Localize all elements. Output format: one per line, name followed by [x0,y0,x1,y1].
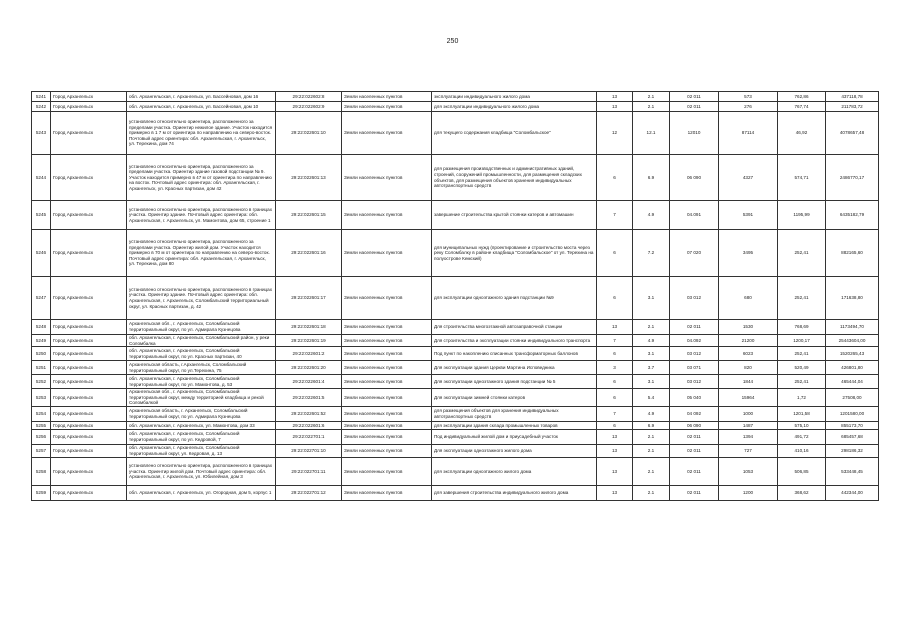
land-category-cell: Земли населенных пунктов [342,347,432,361]
classifier-code-cell: 03 071 [670,361,719,375]
row-number: 5250 [32,347,51,361]
address-cell: установлено относительно ориентира, расположенного за пределами участка. Ориентир жилой дом. Участок находится примерно в 70 м от ориентира по направлению на северо-восток. Почтовый адрес ориентира: обл. Архангельская, г. Архангельск, ул. Терехина, дом 80 [127,230,276,277]
permitted-use-cell: для эксплуатации одноэтажного жилого дома [432,457,597,485]
use-group-cell: 12 [597,112,633,155]
permitted-use-cell: эксплуатации индивидуального жилого дома [432,92,597,102]
specific-value-cell: 767,74 [778,102,826,112]
page-number: 250 [446,38,459,45]
cadastral-value-cell: 533448,45 [826,457,879,485]
municipality-cell: Город Архангельск [51,429,127,444]
row-number: 5242 [32,102,51,112]
municipality-cell: Город Архангельск [51,485,127,500]
rate-code-cell: 3.1 [633,277,670,320]
row-number: 5255 [32,421,51,429]
cadastral-value-cell: 855173,70 [826,421,879,429]
use-group-cell: 6 [597,230,633,277]
row-number: 5258 [32,457,51,485]
cadastral-number-cell: 29:22:022602:8 [276,92,342,102]
table-row [32,92,879,102]
address-cell: установлено относительно ориентира, расположенного в границах участка. Ориентир здание. Почтовый адрес ориентира: обл. Архангельская, г. Архангельск, ул. Мамонтова, дом 65, строение 1 [127,201,276,230]
cadastral-value-cell: 27508,00 [826,389,879,407]
row-number: 5249 [32,335,51,347]
rate-code-cell: 6.9 [633,421,670,429]
area-cell: 276 [719,102,778,112]
cadastral-value-cell: 442344,00 [826,485,879,500]
address-cell: Архангельская обл., г. Архангельск, Соломбальский территориальный округ, по ул. Адмирала Кузнецова [127,320,276,335]
rate-code-cell: 2.1 [633,485,670,500]
cadastral-value-cell: 2486770,17 [826,155,879,201]
use-group-cell: 13 [597,102,633,112]
classifier-code-cell: 04.092 [670,335,719,347]
area-cell: 6023 [719,347,778,361]
land-category-cell: Земли населенных пунктов [342,230,432,277]
table-row [32,485,879,500]
land-category-cell: Земли населенных пунктов [342,155,432,201]
classifier-code-cell: 02 011 [670,320,719,335]
land-category-cell: Земли населенных пунктов [342,320,432,335]
cadastral-value-cell: 437118,78 [826,92,879,102]
table-row [32,335,879,347]
cadastral-number-cell: 29:22:022601:13 [276,155,342,201]
specific-value-cell: 252,41 [778,277,826,320]
municipality-cell: Город Архангельск [51,230,127,277]
table-row [32,375,879,389]
municipality-cell: Город Архангельск [51,102,127,112]
address-cell: установлено относительно ориентира, расположенного в границах участка. Ориентир жилой дом. Почтовый адрес ориентира: обл. Архангельская, г. Архангельск, ул. Юбилейная, дом 3 [127,457,276,485]
address-cell: обл. Архангельская, г. Архангельск, Соломбальский территориальный округ, по ул. Мамонтова, д. 53 [127,375,276,389]
permitted-use-cell: завершение строительства крытой стоянки катеров и автомашин [432,201,597,230]
row-number: 5244 [32,155,51,201]
classifier-code-cell: 05 040 [670,389,719,407]
municipality-cell: Город Архангельск [51,406,127,421]
row-number: 5256 [32,429,51,444]
classifier-code-cell: 02 011 [670,457,719,485]
land-category-cell: Земли населенных пунктов [342,335,432,347]
classifier-code-cell: 04.091 [670,201,719,230]
area-cell: 680 [719,277,778,320]
cadastral-number-cell: 29:22:022602:9 [276,102,342,112]
address-cell: обл. Архангельская, г. Архангельск, Соломбальский территориальный округ, ул. Кедровая, д. 13 [127,444,276,457]
specific-value-cell: 252,41 [778,230,826,277]
classifier-code-cell: 06 090 [670,421,719,429]
municipality-cell: Город Архангельск [51,421,127,429]
cadastral-number-cell: 29:22:022601:5 [276,389,342,407]
area-cell: 1394 [719,429,778,444]
table-row [32,389,879,407]
rate-code-cell: 7.2 [633,230,670,277]
cadastral-number-cell: 29:22:022601:52 [276,406,342,421]
rate-code-cell: 5.4 [633,389,670,407]
area-cell: 15964 [719,389,778,407]
land-category-cell: Земли населенных пунктов [342,102,432,112]
address-cell: обл. Архангельская, г. Архангельск, Соломбальский район, у реки Соломбалка [127,335,276,347]
table-row [32,201,879,230]
address-cell: обл. Архангельская, г. Архангельск, ул. Мамонтова, дом 33 [127,421,276,429]
address-cell: обл. Архангельская, г. Архангельск, Соломбальский территориальный округ, по ул. Кедровой, 7 [127,429,276,444]
address-cell: Архангельская обл., г. Архангельск, Соломбальский территориальный округ, между территорией кладбища и рекой Соломбалкой [127,389,276,407]
specific-value-cell: 1201,58 [778,406,826,421]
use-group-cell: 6 [597,155,633,201]
rate-code-cell: 4.9 [633,406,670,421]
land-category-cell: Земли населенных пунктов [342,406,432,421]
specific-value-cell: 252,41 [778,347,826,361]
area-cell: 1000 [719,406,778,421]
use-group-cell: 7 [597,335,633,347]
cadastral-number-cell: 29:22:022601:16 [276,230,342,277]
rate-code-cell: 3.7 [633,361,670,375]
permitted-use-cell: Для эксплуатации одноэтажного здания подстанции № 5 [432,375,597,389]
municipality-cell: Город Архангельск [51,335,127,347]
classifier-code-cell: 03 012 [670,347,719,361]
cadastral-value-cell: 4078657,48 [826,112,879,155]
land-category-cell: Земли населенных пунктов [342,112,432,155]
land-category-cell: Земли населенных пунктов [342,92,432,102]
permitted-use-cell: для завершения строительства индивидуального жилого дома [432,485,597,500]
classifier-code-cell: 02 011 [670,429,719,444]
table-row [32,347,879,361]
permitted-use-cell: для размещения производственных и административных зданий, строений, сооружений промышленности, для размещения складских объектов, для размещения объектов хранения индивидуальных автотранспортных средств [432,155,597,201]
rate-code-cell: 4.9 [633,201,670,230]
row-number: 5248 [32,320,51,335]
classifier-code-cell: 06 090 [670,155,719,201]
permitted-use-cell: для муниципальных нужд (проектирование и строительство моста через реку Соломбалку в районе кладбища "Соломбальское" от ул. Терехина на полуострове Кемский) [432,230,597,277]
area-cell: 573 [719,92,778,102]
classifier-code-cell: 03 012 [670,277,719,320]
use-group-cell: 6 [597,421,633,429]
address-cell: установлено относительно ориентира, расположенного в границах участка. Ориентир здание. Почтовый адрес ориентира: обл. Архангельская, г. Архангельск, Соломбальский территориальный округ, ул. Красных партизан, д. 42 [127,277,276,320]
specific-value-cell: 1,72 [778,389,826,407]
area-cell: 1487 [719,421,778,429]
specific-value-cell: 574,71 [778,155,826,201]
land-category-cell: Земли населенных пунктов [342,444,432,457]
land-category-cell: Земли населенных пунктов [342,389,432,407]
permitted-use-cell: Для эксплуатации здания Церкви Мартина Исповедника [432,361,597,375]
land-register-table [31,91,879,501]
area-cell: 87114 [719,112,778,155]
row-number: 5241 [32,92,51,102]
row-number: 5246 [32,230,51,277]
specific-value-cell: 410,16 [778,444,826,457]
address-cell: обл. Архангельская, г. Архангельск, ул. Огородная, дом 5, корпус 1 [127,485,276,500]
rate-code-cell: 2.1 [633,429,670,444]
rate-code-cell: 6.9 [633,155,670,201]
cadastral-value-cell: 171638,80 [826,277,879,320]
table-row [32,457,879,485]
row-number: 5252 [32,375,51,389]
table-row [32,361,879,375]
use-group-cell: 13 [597,485,633,500]
specific-value-cell: 506,85 [778,457,826,485]
cadastral-number-cell: 29:22:022601:4 [276,375,342,389]
row-number: 5253 [32,389,51,407]
permitted-use-cell: Для строительства многоэтажной автозаправочной станции [432,320,597,335]
municipality-cell: Город Архангельск [51,277,127,320]
area-cell: 3495 [719,230,778,277]
classifier-code-cell: 04 092 [670,406,719,421]
permitted-use-cell: Для строительства и эксплуатации стоянки индивидуального транспорта [432,335,597,347]
row-number: 5243 [32,112,51,155]
cadastral-number-cell: 29:22:022701:1 [276,429,342,444]
municipality-cell: Город Архангельск [51,155,127,201]
land-category-cell: Земли населенных пунктов [342,421,432,429]
address-cell: Архангельская область, г.Архангельск, Соломбальский территориальный округ, по ул.Терехина, 75 [127,361,276,375]
land-category-cell: Земли населенных пунктов [342,201,432,230]
permitted-use-cell: Для эксплуатации одноэтажного жилого дома [432,444,597,457]
cadastral-number-cell: 29:22:022701:11 [276,457,342,485]
permitted-use-cell: Для эксплуатации зимней стоянки катеров [432,389,597,407]
rate-code-cell: 2.1 [633,444,670,457]
land-category-cell: Земли населенных пунктов [342,361,432,375]
permitted-use-cell: для эксплуатации индивидуального жилого дома [432,102,597,112]
specific-value-cell: 575,10 [778,421,826,429]
address-cell: установлено относительно ориентира, расположенного за пределами участка. Ориентир нежилое здание. Участок находится примерно в 1 7 м от ориентира по направлению на северо-восток. Почтовый адрес ориентира: обл. Архангельская, г. Архангельск, ул. Терехина, дом 74 [127,112,276,155]
use-group-cell: 6 [597,389,633,407]
address-cell: обл. Архангельская, г. Архангельск, ул. Бассейновая, дом 16 [127,92,276,102]
table-row [32,277,879,320]
rate-code-cell: 2.1 [633,102,670,112]
cadastral-value-cell: 298186,32 [826,444,879,457]
row-number: 5257 [32,444,51,457]
cadastral-number-cell: 29:22:022601:20 [276,361,342,375]
cadastral-value-cell: 1173494,70 [826,320,879,335]
cadastral-value-cell: 211783,72 [826,102,879,112]
rate-code-cell: 12.1 [633,112,670,155]
cadastral-number-cell: 29:22:022601:10 [276,112,342,155]
specific-value-cell: 368,62 [778,485,826,500]
table-row [32,429,879,444]
cadastral-value-cell: 685457,68 [826,429,879,444]
row-number: 5254 [32,406,51,421]
permitted-use-cell: Под пункт по накоплению списанных трансформаторных баллонов [432,347,597,361]
permitted-use-cell: для текущего содержания кладбища "Соломбальское" [432,112,597,155]
use-group-cell: 7 [597,201,633,230]
land-category-cell: Земли населенных пунктов [342,429,432,444]
specific-value-cell: 491,72 [778,429,826,444]
address-cell: Архангельская область, г. Архангельск, Соломбальский территориальный округ, по ул. Адмирала Кузнецова [127,406,276,421]
area-cell: 5391 [719,201,778,230]
cadastral-value-cell: 426801,80 [826,361,879,375]
area-cell: 820 [719,361,778,375]
use-group-cell: 3 [597,361,633,375]
municipality-cell: Город Архангельск [51,201,127,230]
table-row [32,102,879,112]
classifier-code-cell: 02 011 [670,485,719,500]
rate-code-cell: 3.1 [633,375,670,389]
classifier-code-cell: 03 012 [670,375,719,389]
table-row [32,406,879,421]
specific-value-cell: 768,69 [778,320,826,335]
municipality-cell: Город Архангельск [51,361,127,375]
use-group-cell: 6 [597,347,633,361]
municipality-cell: Город Архангельск [51,389,127,407]
cadastral-value-cell: 882165,60 [826,230,879,277]
specific-value-cell: 46,92 [778,112,826,155]
use-group-cell: 13 [597,320,633,335]
specific-value-cell: 252,41 [778,375,826,389]
register-body [32,92,879,501]
area-cell: 4327 [719,155,778,201]
table-row [32,320,879,335]
municipality-cell: Город Архангельск [51,112,127,155]
classifier-code-cell: 02 011 [670,102,719,112]
specific-value-cell: 1195,99 [778,201,826,230]
use-group-cell: 6 [597,277,633,320]
rate-code-cell: 2.1 [633,457,670,485]
municipality-cell: Город Архангельск [51,92,127,102]
land-category-cell: Земли населенных пунктов [342,375,432,389]
land-category-cell: Земли населенных пунктов [342,485,432,500]
rate-code-cell: 4.9 [633,335,670,347]
classifier-code-cell: 02 011 [670,92,719,102]
municipality-cell: Город Архангельск [51,457,127,485]
table-row [32,112,879,155]
municipality-cell: Город Архангельск [51,347,127,361]
rate-code-cell: 3.1 [633,347,670,361]
cadastral-number-cell: 29:22:022601:18 [276,320,342,335]
use-group-cell: 6 [597,375,633,389]
area-cell: 1530 [719,320,778,335]
table-row [32,421,879,429]
specific-value-cell: 762,86 [778,92,826,102]
land-category-cell: Земли населенных пунктов [342,277,432,320]
row-number: 5245 [32,201,51,230]
cadastral-number-cell: 29:22:022601:19 [276,335,342,347]
cadastral-number-cell: 29:22:022701:12 [276,485,342,500]
specific-value-cell: 520,49 [778,361,826,375]
row-number: 5259 [32,485,51,500]
municipality-cell: Город Архангельск [51,444,127,457]
rate-code-cell: 2.1 [633,320,670,335]
address-cell: установлено относительно ориентира, расположенного за пределами участка. Ориентир здание газовой подстанции № 9. Участок находится примерно в 47 м от ориентира по направлению на восток. Почтовый адрес ориентира: обл. Архангельская, г. Архангельск, ул. Красных партизан, дом 42 [127,155,276,201]
classifier-code-cell: 07 020 [670,230,719,277]
use-group-cell: 13 [597,457,633,485]
municipality-cell: Город Архангельск [51,375,127,389]
permitted-use-cell: для эксплуатации одноэтажного здания подстанции №9 [432,277,597,320]
permitted-use-cell: для эксплуатации здания склада промышленных товаров [432,421,597,429]
address-cell: обл. Архангельская, г. Архангельск, ул. Бассейновая, дом 10 [127,102,276,112]
cadastral-number-cell: 29:22:022601:17 [276,277,342,320]
cadastral-value-cell: 465444,04 [826,375,879,389]
cadastral-number-cell: 29:22:022701:10 [276,444,342,457]
permitted-use-cell: для размещения объектов для хранения индивидуальных автотранспортных средств [432,406,597,421]
table-row [32,444,879,457]
area-cell: 1053 [719,457,778,485]
municipality-cell: Город Архангельск [51,320,127,335]
cadastral-value-cell: 1520265,43 [826,347,879,361]
classifier-code-cell: 02 011 [670,444,719,457]
classifier-code-cell: 12010 [670,112,719,155]
cadastral-value-cell: 1201580,00 [826,406,879,421]
rate-code-cell: 2.1 [633,92,670,102]
table-row [32,155,879,201]
specific-value-cell: 1200,17 [778,335,826,347]
permitted-use-cell: Под индивидуальный жилой дом и приусадебный участок [432,429,597,444]
cadastral-number-cell: 29:22:022601:6 [276,421,342,429]
use-group-cell: 13 [597,444,633,457]
cadastral-number-cell: 29:22:022601:2 [276,347,342,361]
cadastral-number-cell: 29:22:022601:15 [276,201,342,230]
row-number: 5251 [32,361,51,375]
row-number: 5247 [32,277,51,320]
use-group-cell: 13 [597,429,633,444]
area-cell: 1200 [719,485,778,500]
use-group-cell: 7 [597,406,633,421]
area-cell: 727 [719,444,778,457]
cadastral-value-cell: 6435182,79 [826,201,879,230]
address-cell: обл. Архангельская, г. Архангельск, Соломбальский территориальный округ, по ул. Красных партизан, 40 [127,347,276,361]
use-group-cell: 13 [597,92,633,102]
land-category-cell: Земли населенных пунктов [342,457,432,485]
cadastral-value-cell: 25443604,00 [826,335,879,347]
area-cell: 1844 [719,375,778,389]
table-row [32,230,879,277]
area-cell: 21200 [719,335,778,347]
